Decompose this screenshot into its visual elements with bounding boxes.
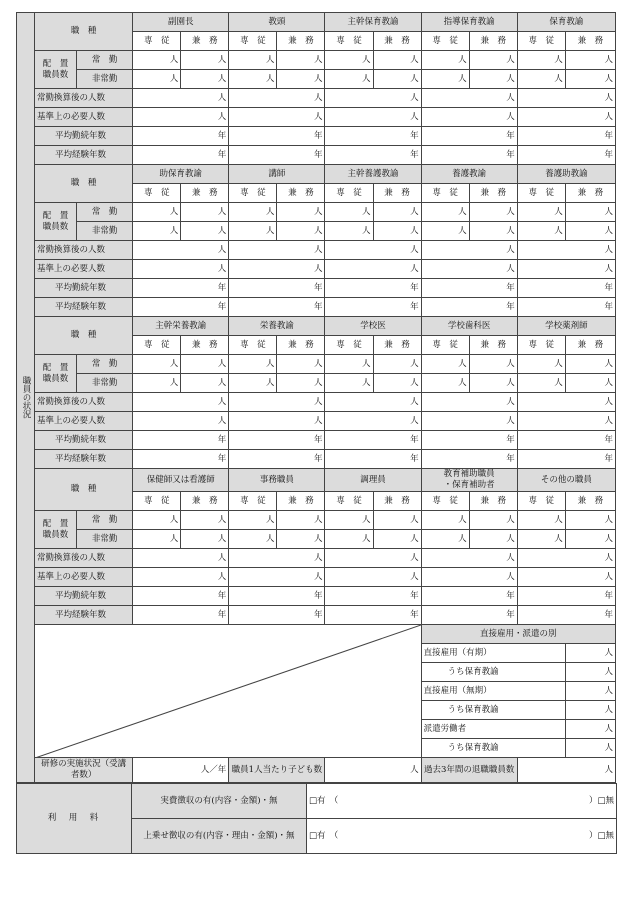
staff-count-input[interactable]: 人 [421,51,469,70]
kinzoku-input[interactable]: 年 [325,127,421,146]
staff-count-input[interactable]: 人 [325,511,373,530]
jokin-label: 常 勤 [77,203,133,222]
staff-count-input[interactable]: 人 [133,511,181,530]
staff-count-input[interactable]: 人 [373,70,421,89]
job-title: 主幹栄養教諭 [133,317,229,336]
job-title: 教頭 [229,13,325,32]
employment-type-title: 直接雇用・派遣の別 [421,625,615,644]
full-time-dedicated-header: 専 従 [325,492,373,511]
staff-count-input[interactable]: 人 [277,374,325,393]
staff-count-input[interactable]: 人 [469,70,517,89]
concurrent-header: 兼 務 [565,32,615,51]
staff-count-input[interactable]: 人 [229,374,277,393]
kanzan-input[interactable]: 人 [325,393,421,412]
kijun-input[interactable]: 人 [325,412,421,431]
staff-count-input[interactable]: 人 [229,530,277,549]
keiken-label: 平均経験年数 [35,298,133,317]
hijokin-label: 非常勤 [77,222,133,241]
staff-count-input[interactable]: 人 [181,530,229,549]
kijun-input[interactable]: 人 [421,108,517,127]
staff-count-input[interactable]: 人 [373,203,421,222]
staff-count-input[interactable]: 人 [565,530,615,549]
keiken-label: 平均経験年数 [35,450,133,469]
staff-count-input[interactable]: 人 [229,70,277,89]
kinzoku-label: 平均勤続年数 [35,127,133,146]
kinzoku-input[interactable]: 年 [421,587,517,606]
kijun-input[interactable]: 人 [133,108,229,127]
staff-count-input[interactable]: 人 [181,203,229,222]
kijun-input[interactable]: 人 [133,412,229,431]
kanzan-input[interactable]: 人 [229,89,325,108]
concurrent-header: 兼 務 [373,184,421,203]
kijun-input[interactable]: 人 [133,260,229,279]
employment-count-input[interactable]: 人 [565,739,615,758]
kanzan-label: 常勤換算後の人数 [35,393,133,412]
keiken-input[interactable]: 年 [133,450,229,469]
employment-count-input[interactable]: 人 [565,682,615,701]
kinzoku-input[interactable]: 年 [133,587,229,606]
full-time-dedicated-header: 専 従 [421,32,469,51]
staff-count-input[interactable]: 人 [469,355,517,374]
job-title: 事務職員 [229,469,325,492]
assigned-label: 配 置 [42,210,69,221]
employment-count-input[interactable]: 人 [565,720,615,739]
kijun-input[interactable]: 人 [517,108,615,127]
employment-count-input[interactable]: 人 [565,701,615,720]
extra-fee-label: 上乗せ徴収の有(内容・理由・金額)・無 [132,819,307,854]
staff-count-label: 職員数 [42,373,69,384]
staff-count-input[interactable]: 人 [469,530,517,549]
staff-count-input[interactable]: 人 [421,355,469,374]
keiken-label: 平均経験年数 [35,146,133,165]
staff-count-input[interactable]: 人 [325,355,373,374]
staff-table [16,12,616,783]
full-time-dedicated-header: 専 従 [325,184,373,203]
staff-count-input[interactable]: 人 [181,374,229,393]
concurrent-header: 兼 務 [469,184,517,203]
assigned-label: 配 置 [42,362,69,373]
concurrent-header: 兼 務 [469,336,517,355]
concurrent-header: 兼 務 [181,32,229,51]
staff-count-input[interactable]: 人 [325,70,373,89]
keiken-input[interactable]: 年 [517,146,615,165]
kinzoku-input[interactable]: 年 [325,431,421,450]
staff-count-input[interactable]: 人 [277,511,325,530]
kanzan-input[interactable]: 人 [229,241,325,260]
kanzan-input[interactable]: 人 [517,241,615,260]
keiken-input[interactable]: 年 [229,298,325,317]
staff-count-input[interactable]: 人 [373,222,421,241]
keiken-input[interactable]: 年 [517,450,615,469]
job-title: 助保育教諭 [133,165,229,184]
staff-count-input[interactable]: 人 [421,374,469,393]
staff-count-input[interactable]: 人 [229,51,277,70]
kinzoku-input[interactable]: 年 [517,431,615,450]
kijun-input[interactable]: 人 [421,260,517,279]
extra-fee-answer[interactable] [307,819,617,854]
kanzan-input[interactable]: 人 [133,89,229,108]
full-time-dedicated-header: 専 従 [133,336,181,355]
staff-count-input[interactable]: 人 [181,511,229,530]
kinzoku-input[interactable]: 年 [229,127,325,146]
kijun-label: 基準上の必要人数 [35,260,133,279]
retired-staff-input[interactable]: 人 [517,758,615,783]
kijun-input[interactable]: 人 [421,412,517,431]
staff-count-input[interactable]: 人 [277,203,325,222]
kinzoku-input[interactable]: 年 [229,279,325,298]
staff-count-input[interactable]: 人 [421,203,469,222]
kinzoku-input[interactable]: 年 [517,127,615,146]
job-title: 養護教諭 [421,165,517,184]
kinzoku-input[interactable]: 年 [325,279,421,298]
job-title: 栄養教諭 [229,317,325,336]
full-time-dedicated-header: 専 従 [325,32,373,51]
hijokin-label: 非常勤 [77,530,133,549]
kinzoku-input[interactable]: 年 [229,587,325,606]
kinzoku-input[interactable]: 年 [421,431,517,450]
fee-table [16,783,617,854]
staff-count-label: 職員数 [42,69,69,80]
staff-count-input[interactable]: 人 [133,374,181,393]
kanzan-input[interactable]: 人 [517,89,615,108]
kijun-input[interactable]: 人 [229,568,325,587]
staff-count-input[interactable]: 人 [517,203,565,222]
jokin-label: 常 勤 [77,51,133,70]
staff-count-input[interactable]: 人 [421,70,469,89]
staff-count-input[interactable]: 人 [325,530,373,549]
staff-count-input[interactable]: 人 [565,511,615,530]
staff-count-input[interactable]: 人 [469,374,517,393]
concurrent-header: 兼 務 [277,32,325,51]
kinzoku-label: 平均勤続年数 [35,279,133,298]
children-per-staff-label: 職員1人当たり子ども数 [229,758,325,783]
concurrent-header: 兼 務 [181,184,229,203]
staff-count-input[interactable]: 人 [277,222,325,241]
keiken-input[interactable]: 年 [421,298,517,317]
kijun-label: 基準上の必要人数 [35,568,133,587]
keiken-input[interactable]: 年 [517,606,615,625]
staff-count-input[interactable]: 人 [181,222,229,241]
job-title: 保育教諭 [517,13,615,32]
concurrent-header: 兼 務 [277,336,325,355]
staff-count-input[interactable]: 人 [421,222,469,241]
concurrent-header: 兼 務 [469,492,517,511]
job-title: 副園長 [133,13,229,32]
training-count-input[interactable]: 人／年 [133,758,229,783]
hijokin-label: 非常勤 [77,70,133,89]
kinzoku-label: 平均勤続年数 [35,431,133,450]
concurrent-header: 兼 務 [373,492,421,511]
kinzoku-label: 平均勤続年数 [35,587,133,606]
staff-count-input[interactable]: 人 [517,530,565,549]
staff-count-input[interactable]: 人 [133,355,181,374]
kanzan-input[interactable]: 人 [325,89,421,108]
staff-count-input[interactable]: 人 [229,355,277,374]
employment-row-label: 直接雇用（有期） [421,644,565,663]
hijokin-label: 非常勤 [77,374,133,393]
staff-count-input[interactable]: 人 [133,530,181,549]
keiken-input[interactable]: 年 [229,450,325,469]
actual-fee-answer[interactable] [307,784,617,819]
jokin-label: 常 勤 [77,355,133,374]
jokin-label: 常 勤 [77,511,133,530]
keiken-input[interactable]: 年 [517,298,615,317]
kanzan-label: 常勤換算後の人数 [35,549,133,568]
staff-count-input[interactable]: 人 [517,355,565,374]
job-title: 教育補助職員 ・保育補助者 [421,469,517,492]
staff-count-input[interactable]: 人 [181,51,229,70]
kinzoku-input[interactable]: 年 [133,431,229,450]
keiken-input[interactable]: 年 [325,298,421,317]
job-title: 学校薬剤師 [517,317,615,336]
concurrent-header: 兼 務 [565,336,615,355]
staff-count-input[interactable]: 人 [373,355,421,374]
job-type-label: 職 種 [35,165,133,203]
job-title: 学校歯科医 [421,317,517,336]
keiken-input[interactable]: 年 [133,606,229,625]
staff-count-input[interactable]: 人 [133,203,181,222]
job-title: 指導保育教諭 [421,13,517,32]
kanzan-input[interactable]: 人 [325,241,421,260]
staff-count-input[interactable]: 人 [373,51,421,70]
employment-count-input[interactable]: 人 [565,644,615,663]
training-label: 研修の実施状況（受講者数） [35,758,133,783]
staff-count-input[interactable]: 人 [325,222,373,241]
children-per-staff-input[interactable]: 人 [325,758,421,783]
kinzoku-input[interactable]: 年 [517,587,615,606]
assigned-label: 配 置 [42,58,69,69]
keiken-input[interactable]: 年 [229,146,325,165]
kinzoku-input[interactable]: 年 [325,587,421,606]
full-time-dedicated-header: 専 従 [421,336,469,355]
staff-count-input[interactable]: 人 [325,374,373,393]
kijun-input[interactable]: 人 [517,412,615,431]
staff-count-input[interactable]: 人 [277,70,325,89]
employment-row-label: 直接雇用（無期） [421,682,565,701]
diagonal-line [35,625,421,758]
kijun-input[interactable]: 人 [325,568,421,587]
actual-fee-yes[interactable]: □有 （ [309,795,339,806]
retired-staff-label: 過去3年間の退職職員数 [421,758,517,783]
kanzan-input[interactable]: 人 [133,393,229,412]
extra-fee-no[interactable]: ）□無 [588,830,614,841]
full-time-dedicated-header: 専 従 [229,32,277,51]
actual-fee-no[interactable]: ）□無 [588,795,614,806]
staff-count-input[interactable]: 人 [229,203,277,222]
staff-count-input[interactable]: 人 [277,530,325,549]
kanzan-input[interactable]: 人 [421,393,517,412]
employment-row-label: 派遣労働者 [421,720,565,739]
staff-count-input[interactable]: 人 [565,374,615,393]
kijun-input[interactable]: 人 [325,108,421,127]
keiken-input[interactable]: 年 [421,606,517,625]
job-title: 主幹養護教諭 [325,165,421,184]
kijun-input[interactable]: 人 [133,568,229,587]
keiken-input[interactable]: 年 [229,606,325,625]
full-time-dedicated-header: 専 従 [229,184,277,203]
staff-count-input[interactable]: 人 [373,530,421,549]
staff-count-input[interactable]: 人 [133,222,181,241]
job-title: 養護助教諭 [517,165,615,184]
full-time-dedicated-header: 専 従 [517,184,565,203]
employment-row-label: うち保育教諭 [421,739,565,758]
kanzan-input[interactable]: 人 [421,549,517,568]
staff-count-input[interactable]: 人 [517,511,565,530]
kinzoku-input[interactable]: 年 [421,279,517,298]
full-time-dedicated-header: 専 従 [421,492,469,511]
staff-count-input[interactable]: 人 [277,51,325,70]
concurrent-header: 兼 務 [277,492,325,511]
staff-count-input[interactable]: 人 [133,70,181,89]
kanzan-input[interactable]: 人 [133,549,229,568]
assigned-staff-label [35,511,77,549]
staff-count-input[interactable]: 人 [565,51,615,70]
staff-count-label: 職員数 [42,221,69,232]
kinzoku-input[interactable]: 年 [421,127,517,146]
kijun-input[interactable]: 人 [517,568,615,587]
concurrent-header: 兼 務 [373,32,421,51]
staff-count-input[interactable]: 人 [325,51,373,70]
assigned-staff-label [35,51,77,89]
concurrent-header: 兼 務 [565,492,615,511]
kanzan-input[interactable]: 人 [229,549,325,568]
kanzan-input[interactable]: 人 [517,549,615,568]
kanzan-input[interactable]: 人 [517,393,615,412]
kijun-input[interactable]: 人 [229,412,325,431]
concurrent-header: 兼 務 [373,336,421,355]
staff-count-input[interactable]: 人 [469,222,517,241]
full-time-dedicated-header: 専 従 [517,32,565,51]
kijun-label: 基準上の必要人数 [35,412,133,431]
kinzoku-input[interactable]: 年 [229,431,325,450]
actual-fee-label: 実費徴収の有(内容・金額)・無 [132,784,307,819]
full-time-dedicated-header: 専 従 [325,336,373,355]
full-time-dedicated-header: 専 従 [517,336,565,355]
job-title: 講師 [229,165,325,184]
staff-status-label: 職員の状況 [17,13,35,783]
staff-status-form [16,12,616,854]
fee-label: 利 用 料 [17,784,132,854]
kijun-input[interactable]: 人 [517,260,615,279]
kanzan-input[interactable]: 人 [325,549,421,568]
diagonal-blank-area [35,625,422,758]
staff-count-input[interactable]: 人 [469,51,517,70]
kanzan-input[interactable]: 人 [229,393,325,412]
staff-count-input[interactable]: 人 [229,511,277,530]
staff-count-input[interactable]: 人 [421,511,469,530]
kinzoku-input[interactable]: 年 [133,127,229,146]
staff-count-input[interactable]: 人 [133,51,181,70]
full-time-dedicated-header: 専 従 [517,492,565,511]
staff-count-input[interactable]: 人 [421,530,469,549]
keiken-input[interactable]: 年 [325,450,421,469]
full-time-dedicated-header: 専 従 [133,492,181,511]
kijun-input[interactable]: 人 [421,568,517,587]
full-time-dedicated-header: 専 従 [229,336,277,355]
kanzan-input[interactable]: 人 [421,241,517,260]
staff-count-input[interactable]: 人 [469,511,517,530]
kijun-input[interactable]: 人 [325,260,421,279]
keiken-input[interactable]: 年 [133,146,229,165]
kanzan-input[interactable]: 人 [421,89,517,108]
staff-count-input[interactable]: 人 [565,70,615,89]
staff-count-label: 職員数 [42,529,69,540]
employment-row-label: うち保育教諭 [421,701,565,720]
staff-count-input[interactable]: 人 [373,511,421,530]
concurrent-header: 兼 務 [469,32,517,51]
job-title: その他の職員 [517,469,615,492]
kanzan-input[interactable]: 人 [133,241,229,260]
keiken-label: 平均経験年数 [35,606,133,625]
concurrent-header: 兼 務 [277,184,325,203]
kijun-input[interactable]: 人 [229,108,325,127]
assigned-staff-label [35,203,77,241]
employment-row-label: うち保育教諭 [421,663,565,682]
staff-count-input[interactable]: 人 [565,222,615,241]
employment-count-input[interactable]: 人 [565,663,615,682]
staff-count-input[interactable]: 人 [517,51,565,70]
kinzoku-input[interactable]: 年 [517,279,615,298]
concurrent-header: 兼 務 [181,492,229,511]
kijun-input[interactable]: 人 [229,260,325,279]
keiken-input[interactable]: 年 [133,298,229,317]
staff-count-input[interactable]: 人 [517,222,565,241]
keiken-input[interactable]: 年 [421,146,517,165]
job-title: 学校医 [325,317,421,336]
full-time-dedicated-header: 専 従 [133,32,181,51]
staff-count-input[interactable]: 人 [373,374,421,393]
job-type-label: 職 種 [35,317,133,355]
full-time-dedicated-header: 専 従 [229,492,277,511]
staff-count-input[interactable]: 人 [181,70,229,89]
keiken-input[interactable]: 年 [421,450,517,469]
job-title: 保健師又は看護師 [133,469,229,492]
staff-count-input[interactable]: 人 [469,203,517,222]
concurrent-header: 兼 務 [565,184,615,203]
job-type-label: 職 種 [35,469,133,511]
full-time-dedicated-header: 専 従 [133,184,181,203]
full-time-dedicated-header: 専 従 [421,184,469,203]
assigned-label: 配 置 [42,518,69,529]
kijun-label: 基準上の必要人数 [35,108,133,127]
staff-count-input[interactable]: 人 [565,355,615,374]
kanzan-label: 常勤換算後の人数 [35,89,133,108]
keiken-input[interactable]: 年 [325,606,421,625]
keiken-input[interactable]: 年 [325,146,421,165]
staff-count-input[interactable]: 人 [325,203,373,222]
job-title: 調理員 [325,469,421,492]
extra-fee-yes[interactable]: □有 （ [309,830,339,841]
staff-count-input[interactable]: 人 [277,355,325,374]
kanzan-label: 常勤換算後の人数 [35,241,133,260]
staff-count-input[interactable]: 人 [517,374,565,393]
job-title: 主幹保育教諭 [325,13,421,32]
kinzoku-input[interactable]: 年 [133,279,229,298]
staff-count-input[interactable]: 人 [229,222,277,241]
staff-count-input[interactable]: 人 [181,355,229,374]
staff-count-input[interactable]: 人 [565,203,615,222]
staff-count-input[interactable]: 人 [517,70,565,89]
concurrent-header: 兼 務 [181,336,229,355]
job-type-label: 職 種 [35,13,133,51]
assigned-staff-label [35,355,77,393]
